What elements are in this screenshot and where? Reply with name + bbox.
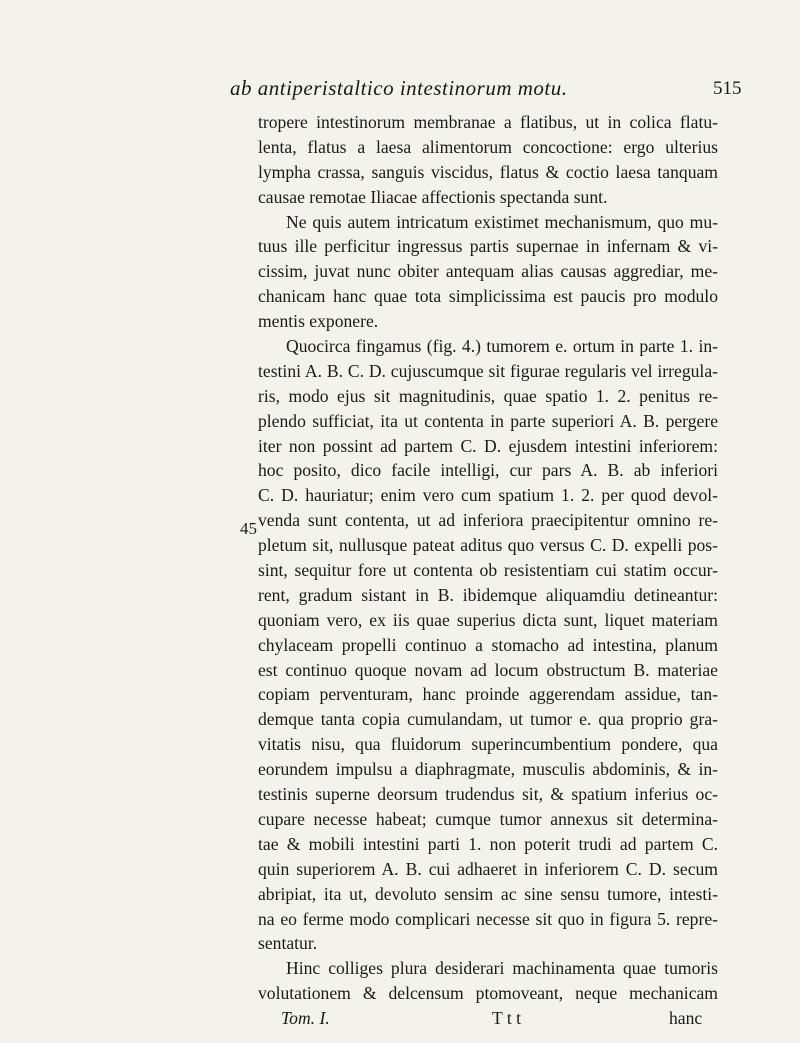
text-line: tae & mobili intestini parti 1. non poterit trudi ad partem C. — [258, 833, 718, 854]
text-line: venda sunt contenta, ut ad inferiora praecipitentur omnino re- — [258, 510, 718, 531]
text-line: cissim, juvat nunc obiter antequam alias causas aggrediar, me- — [258, 261, 718, 282]
text-line: lympha crassa, sanguis viscidus, flatus & coctio laesa tanquam — [258, 161, 718, 182]
text-line: na eo ferme modo complicari necesse sit quo in figura 5. repre- — [258, 908, 718, 929]
text-line: copiam perventuram, hanc proinde aggerendam assidue, tan- — [258, 684, 718, 705]
text-line: est continuo quoque novam ad locum obstructum B. materiae — [258, 659, 718, 680]
text-line: rent, gradum sistant in B. ibidemque aliquamdiu detineantur: — [258, 584, 718, 605]
signature-mark: T t t — [492, 1008, 522, 1028]
page-number: 515 — [713, 78, 742, 99]
text-line: cupare necesse habeat; cumque tumor annexus sit determina- — [258, 808, 718, 829]
text-line: mentis exponere. — [258, 311, 379, 332]
text-line: sentatur. — [258, 933, 318, 954]
text-line: demque tanta copia cumulandam, ut tumor e. qua proprio gra- — [258, 709, 718, 730]
text-line: chylaceam propelli continuo a stomacho ad intestina, planum — [258, 634, 718, 655]
text-line: pletum sit, nullusque pateat aditus quo versus C. D. expelli pos- — [258, 535, 718, 556]
running-title: ab antiperistaltico intestinorum motu. — [230, 76, 568, 100]
text-line: chanicam hanc quae tota simplicissima est paucis pro modulo — [258, 286, 718, 307]
text-line: vitatis nisu, qua fluidorum superincumbentium pondere, qua — [258, 734, 718, 755]
text-line: volutationem & delcensum ptomoveant, neque mechanicam — [258, 983, 718, 1004]
body-text — [258, 110, 718, 1006]
text-line: Quocirca fingamus (fig. 4.) tumorem e. ortum in parte 1. in- — [286, 336, 718, 357]
text-line: quoniam vero, ex iis quae superius dicta sunt, liquet materiam — [258, 609, 718, 630]
text-line: testini A. B. C. D. cujuscumque sit figurae regularis vel irregula- — [258, 360, 718, 381]
text-line: testinis superne deorsum trudendus sit, & spatium inferius oc- — [258, 784, 718, 805]
text-line: eorundem impulsu a diaphragmate, musculis abdominis, & in- — [258, 759, 718, 780]
text-line: tuus ille perficitur ingressus partis supernae in infernam & vi- — [258, 236, 718, 257]
text-line: plendo sufficiat, ita ut contenta in parte superiori A. B. pergere — [258, 410, 718, 431]
text-line: iter non possint ad partem C. D. ejusdem intestini inferiorem: — [258, 435, 718, 456]
text-line: lenta, flatus a laesa alimentorum concoctione: ergo ulterius — [258, 136, 718, 157]
catchword: hanc — [669, 1008, 703, 1028]
page-footer — [0, 1008, 800, 1034]
text-line: Hinc colliges plura desiderari machinamenta quae tumoris — [286, 958, 718, 979]
margin-note: 45 — [240, 519, 257, 538]
running-head — [0, 76, 800, 104]
text-line: sint, sequitur fore ut contenta ob resistentiam cui statim occur- — [258, 560, 718, 581]
text-line: abripiat, ita ut, devoluto sensim ac sine sensu tumore, intesti- — [258, 883, 718, 904]
text-line: causae remotae Iliacae affectionis spectanda sunt. — [258, 186, 608, 207]
volume-mark: Tom. I. — [281, 1008, 330, 1028]
text-line: quin superiorem A. B. cui adhaeret in inferiorem C. D. secum — [258, 858, 718, 879]
text-line: Ne quis autem intricatum existimet mechanismum, quo mu- — [286, 211, 718, 232]
text-line: hoc posito, dico facile intelligi, cur pars A. B. ab inferiori — [258, 460, 718, 481]
text-line: C. D. hauriatur; enim vero cum spatium 1. 2. per quod devol- — [258, 485, 718, 506]
text-line: ris, modo ejus sit magnitudinis, quae spatio 1. 2. penitus re- — [258, 385, 718, 406]
text-line: tropere intestinorum membranae a flatibus, ut in colica flatu- — [258, 112, 718, 132]
